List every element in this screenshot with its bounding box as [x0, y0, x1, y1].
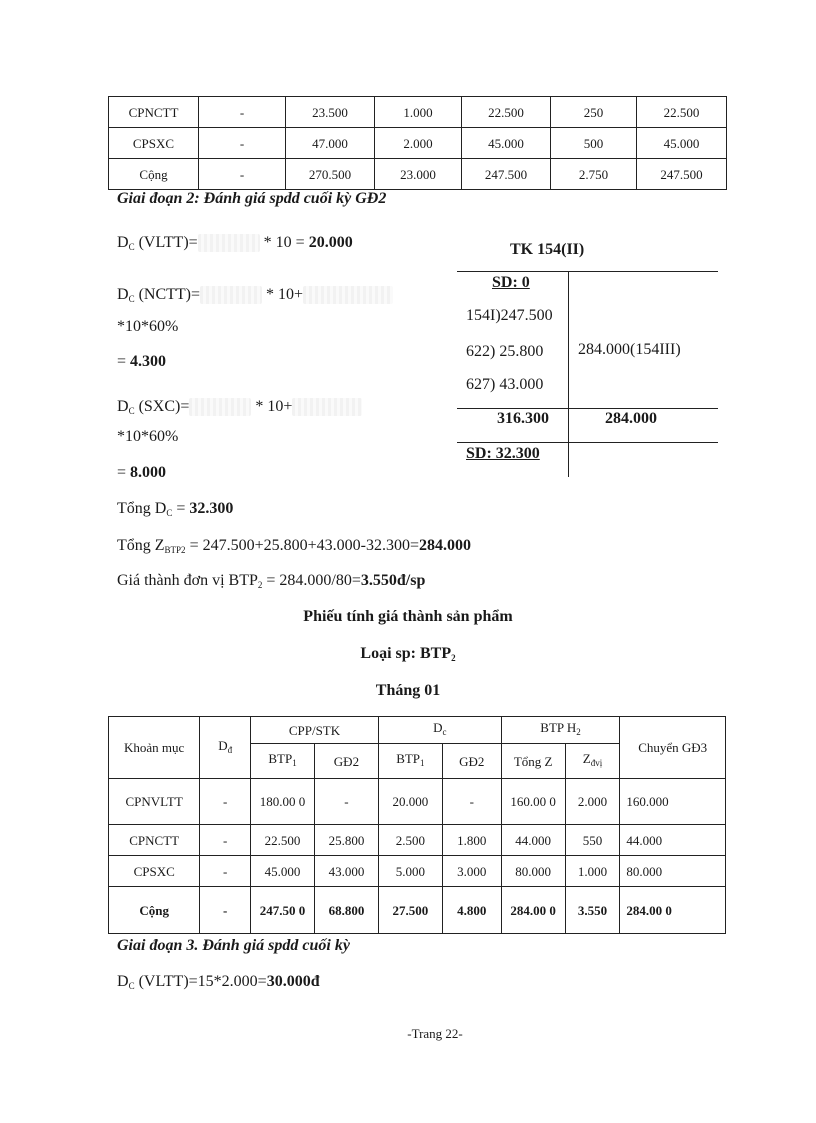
stage3-heading: Giai đoạn 3. Đánh giá spdd cuối kỳ: [117, 937, 350, 954]
dc-vltt-line: $D_C$ (VLTT)= * 10 = 20.000: [117, 234, 353, 252]
formula-image: [189, 398, 251, 416]
report-month: Tháng 01: [375, 682, 441, 699]
total-dc-line: Tổng $D_C = 32.300$: [117, 500, 234, 518]
dc-sxc-line: $D_C$ (SXC)= * 10+: [117, 398, 362, 416]
table-row: CPSXC - 45.000 43.000 5.000 3.000 80.000 1.000 80.000: [109, 856, 726, 887]
table-header-row: [109, 717, 726, 744]
table-row: Cộng - 270.500 23.000 247.500 2.750 247.500: [109, 159, 727, 190]
t-account-title: TK 154(II): [510, 241, 585, 258]
t-account-debit-total: 316.300: [497, 410, 549, 427]
table-total-row: Cộng - 247.50 0 68.800 27.500 4.800 284.00 0 3.550 284.00 0: [109, 887, 726, 934]
t-account-vertical-line: [568, 271, 569, 477]
sxc-continuation: *10*60%: [117, 428, 179, 445]
t-account-debit: 622) 25.800: [466, 343, 544, 360]
ncct-continuation: *10*60%: [117, 318, 179, 335]
top-cost-table: [108, 96, 727, 190]
t-account-credit-total: 284.000: [605, 410, 657, 427]
formula-image: [292, 398, 362, 416]
t-account-debit: 627) 43.000: [466, 376, 544, 393]
t-account-total-bottom-line: [457, 442, 718, 443]
t-account-credit: 284.000(154III): [578, 341, 681, 358]
ncct-result: = 4.300: [117, 353, 167, 370]
stage2-heading: Giai đoạn 2: Đánh giá spdd cuối kỳ GĐ2: [117, 190, 387, 207]
col-khoan-muc: Khoản mục: [109, 717, 200, 779]
formula-image: [200, 286, 262, 304]
formula-image: [303, 286, 393, 304]
t-account-opening: SD: 0: [492, 274, 530, 291]
t-account-total-top-line: [457, 408, 718, 409]
report-title: Phiếu tính giá thành sản phẩm: [303, 608, 513, 625]
col-btp: BTP $H_2$: [501, 717, 620, 744]
t-account-top-line: [457, 271, 718, 272]
col-dc: $D_c$: [378, 717, 501, 744]
cost-report-table: [108, 716, 726, 934]
table-row: CPNVLTT - 180.00 0 - 20.000 - 160.00 0 2.000 160.000: [109, 779, 726, 825]
t-account-closing: SD: 32.300: [466, 445, 540, 462]
dc-ncct-line: $D_C$ (NCTT)= * 10+: [117, 286, 393, 304]
table-row: CPSXC - 47.000 2.000 45.000 500 45.000: [109, 128, 727, 159]
table-row: CPNCTT - 22.500 25.800 2.500 1.800 44.000 550 44.000: [109, 825, 726, 856]
stage3-vltt-line: $D_C$ (VLTT)=15*2.000=30.000đ: [117, 973, 320, 991]
table-subheader-row: $BTP_1$ GĐ2 $BTP_1$ GĐ2 Tổng Z $Z_{đvị}$: [109, 744, 726, 779]
col-chuyen: Chuyển GĐ3: [620, 717, 726, 779]
col-cpp: CPP/STK: [251, 717, 379, 744]
total-z-line: Tổng $Z_{BTP2} = 247.500+25.800+43.000-32.300=284.000$: [117, 537, 471, 555]
unit-cost-line: Giá thành đơn vị $BTP_2$ = 284.000/80=3.550đ/sp: [117, 572, 426, 590]
formula-image: [198, 234, 260, 252]
report-product: Loại sp: $BTP_2$: [360, 645, 456, 663]
col-dd: $D_đ$: [200, 717, 251, 779]
t-account-debit: 154I)247.500: [466, 307, 553, 324]
table-row: CPNCTT - 23.500 1.000 22.500 250 22.500: [109, 97, 727, 128]
sxc-result: = 8.000: [117, 464, 167, 481]
page-number: -Trang 22-: [407, 1026, 463, 1041]
